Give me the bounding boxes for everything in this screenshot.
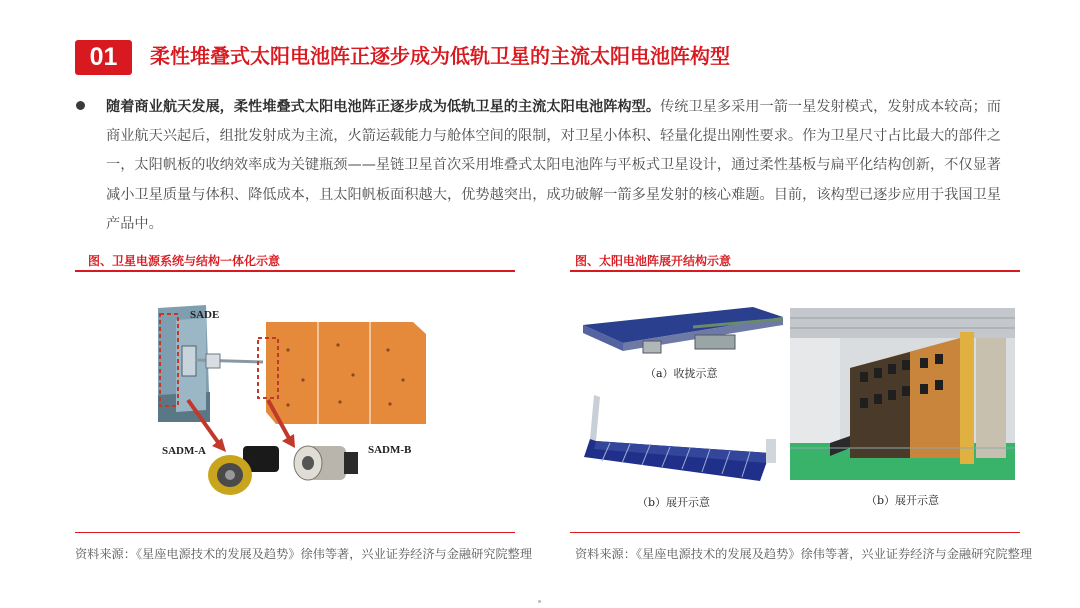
left-figure-image bbox=[158, 300, 458, 510]
footer-dot bbox=[538, 600, 541, 603]
left-source-note: 资料来源：《星座电源技术的发展及趋势》徐伟等著，兴业证券经济与金融研究院整理 bbox=[75, 547, 533, 561]
left-source-rule bbox=[75, 532, 515, 533]
right-source-rule bbox=[570, 532, 1020, 533]
label-sadm-b: SADM-B bbox=[368, 444, 412, 456]
label-sadm-a: SADM-A bbox=[162, 445, 206, 457]
right-caption-rule bbox=[570, 270, 1020, 272]
deployed-photo-image bbox=[790, 308, 1015, 480]
body-text: 传统卫星多采用一箭一星发射模式，发射成本较高；而商业航天兴起后，组批发射成为主流，火箭运载能力与舱体空间的限制，对卫星小体积、轻量化提出刚性要求。作为卫星尺寸占比最大的部件之一，太阳帆板的收纳效率成为关键瓶颈——星链卫星首次采用堆叠式太阳电池阵与平板式卫星设计，通过柔性基板与扁平化结构创新，不仅显著减小卫星质量与体积、降低成本，且太阳帆板面积越大，优势越突出，成功破解一箭多星发射的核心难题。目前，该构型已逐步应用于我国卫星产品中。 bbox=[106, 99, 1001, 232]
deployed-array-image bbox=[580, 393, 780, 485]
label-deployed-photo: （b）展开示意 bbox=[866, 494, 940, 507]
right-figure-caption: 图、太阳电池阵展开结构示意 bbox=[575, 254, 732, 268]
left-caption-rule bbox=[75, 270, 515, 272]
right-source-note: 资料来源：《星座电源技术的发展及趋势》徐伟等著，兴业证券经济与金融研究院整理 bbox=[575, 547, 1033, 561]
page-title: 柔性堆叠式太阳电池阵正逐步成为低轨卫星的主流太阳电池阵构型 bbox=[150, 44, 730, 68]
body-paragraph bbox=[106, 93, 1001, 239]
label-deployed: （b）展开示意 bbox=[637, 496, 711, 509]
bullet-icon bbox=[76, 101, 85, 110]
label-sade: SADE bbox=[190, 309, 220, 321]
stowed-array-image bbox=[583, 305, 788, 363]
section-number-badge: 01 bbox=[75, 40, 132, 75]
label-stowed: （a）收拢示意 bbox=[645, 367, 718, 380]
left-figure-caption: 图、卫星电源系统与结构一体化示意 bbox=[88, 254, 281, 268]
body-bold-lead: 随着商业航天发展，柔性堆叠式太阳电池阵正逐步成为低轨卫星的主流太阳电池阵构型。 bbox=[106, 99, 661, 115]
